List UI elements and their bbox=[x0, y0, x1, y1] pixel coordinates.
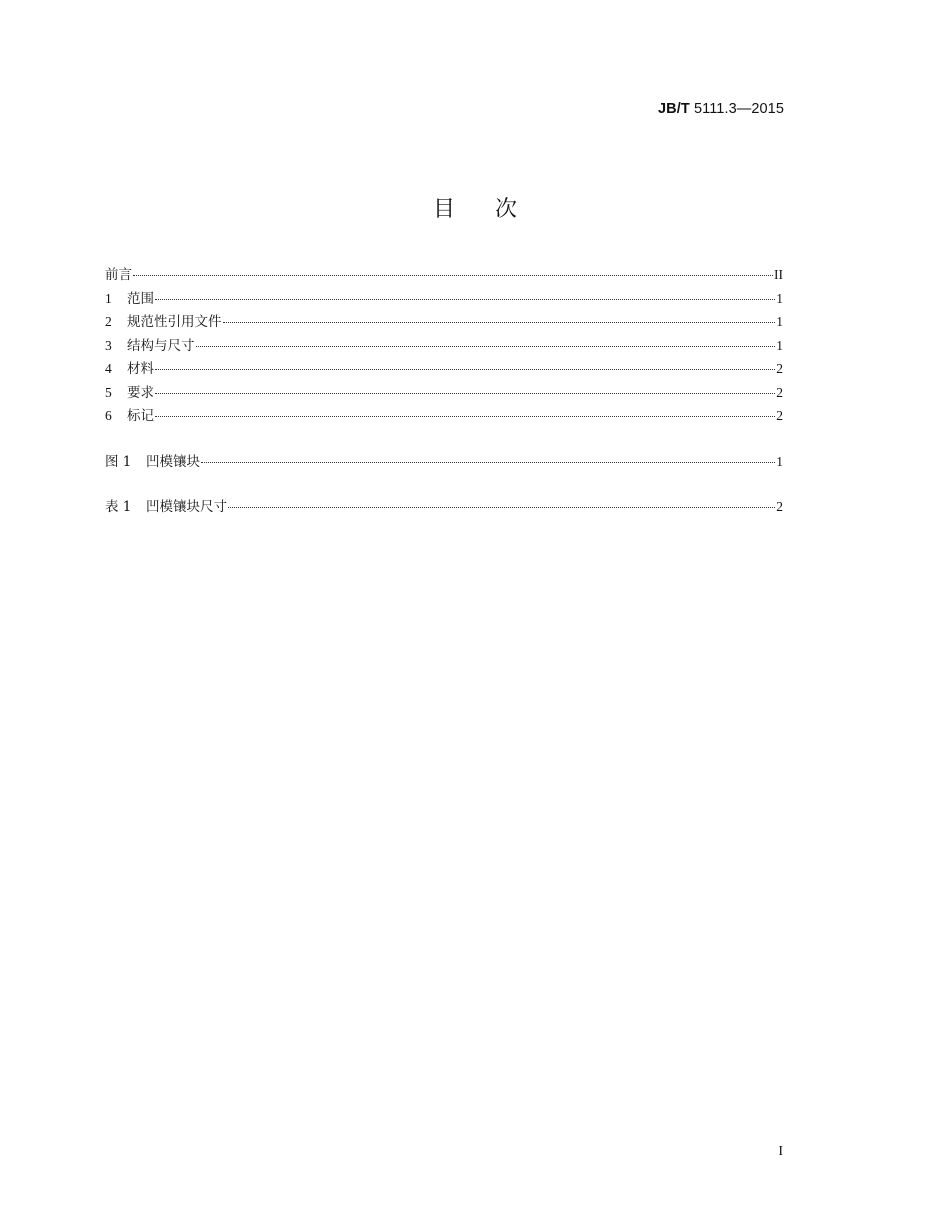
toc-entry-normative-references[interactable] bbox=[105, 310, 783, 334]
toc-leader-dots bbox=[133, 265, 773, 276]
toc-leader-dots bbox=[155, 289, 775, 300]
standard-code-prefix: JB/T bbox=[657, 101, 690, 117]
toc-label: 前言 bbox=[105, 267, 132, 283]
toc-leader-dots bbox=[228, 497, 775, 508]
toc-section-number: 6 bbox=[105, 408, 112, 423]
toc-entry-figure-1[interactable] bbox=[105, 450, 783, 474]
standard-code bbox=[658, 101, 784, 117]
toc-leader-dots bbox=[155, 359, 775, 370]
table-of-contents bbox=[105, 263, 783, 519]
standard-code-number: 5111.3—2015 bbox=[693, 101, 784, 117]
toc-label: 材料 bbox=[127, 361, 154, 377]
toc-section-number: 4 bbox=[105, 361, 112, 376]
toc-label: 凹模镶块尺寸 bbox=[146, 499, 227, 515]
toc-section-number: 1 bbox=[105, 290, 112, 306]
toc-label: 要求 bbox=[127, 384, 154, 401]
toc-page-number: II bbox=[774, 267, 783, 282]
toc-page-number: 2 bbox=[776, 384, 783, 400]
toc-page-number: 1 bbox=[776, 453, 783, 469]
toc-entry-marking[interactable] bbox=[105, 404, 783, 428]
toc-entry-requirements[interactable] bbox=[105, 381, 783, 405]
toc-label: 规范性引用文件 bbox=[127, 314, 222, 330]
toc-page-number: 1 bbox=[776, 337, 783, 353]
toc-entry-foreword[interactable] bbox=[105, 263, 783, 287]
toc-leader-dots bbox=[155, 406, 775, 417]
toc-page-number: 2 bbox=[776, 361, 783, 376]
toc-leader-dots bbox=[223, 312, 776, 323]
page-number: I bbox=[778, 1144, 783, 1159]
toc-entry-table-1[interactable] bbox=[105, 495, 783, 519]
toc-label: 凹模镶块 bbox=[146, 453, 200, 470]
toc-entry-scope[interactable] bbox=[105, 287, 783, 311]
toc-page-number: 2 bbox=[776, 408, 783, 423]
toc-entry-materials[interactable] bbox=[105, 357, 783, 381]
toc-section-number: 2 bbox=[105, 314, 112, 329]
toc-page-number: 1 bbox=[776, 314, 783, 329]
toc-leader-dots bbox=[201, 452, 775, 463]
toc-page-number: 2 bbox=[776, 499, 783, 514]
toc-label: 范围 bbox=[127, 290, 154, 307]
toc-entry-structure-dimensions[interactable] bbox=[105, 334, 783, 358]
toc-leader-dots bbox=[155, 383, 775, 394]
toc-section-number: 3 bbox=[105, 337, 112, 353]
toc-table-prefix: 表 1 bbox=[105, 499, 132, 515]
toc-label: 标记 bbox=[127, 408, 154, 424]
toc-leader-dots bbox=[196, 336, 776, 347]
toc-figure-prefix: 图 1 bbox=[105, 453, 132, 470]
toc-section-number: 5 bbox=[105, 384, 112, 400]
page-title: 目次 bbox=[432, 197, 557, 222]
toc-label: 结构与尺寸 bbox=[127, 337, 195, 354]
toc-page-number: 1 bbox=[776, 290, 783, 306]
